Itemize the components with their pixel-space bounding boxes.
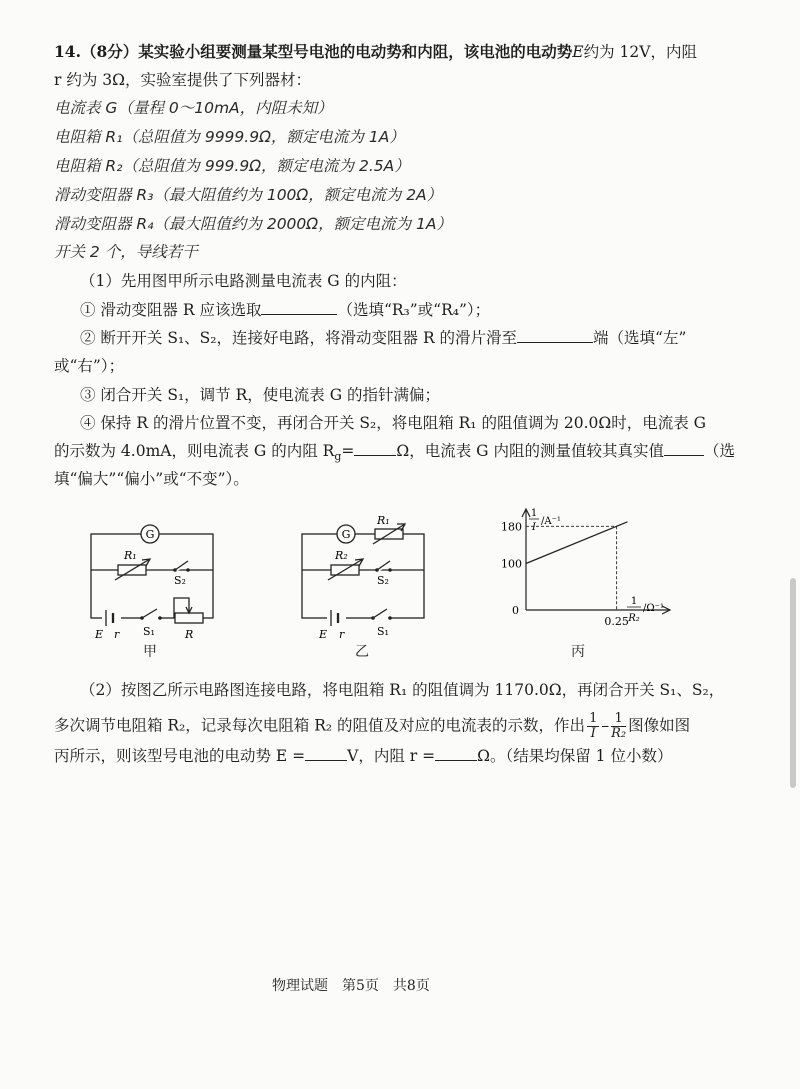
question-line2: r 约为 3Ω，实验室提供了下列器材： xyxy=(54,71,311,89)
page-footer: 物理试题 第5页 共8页 xyxy=(272,978,430,994)
step4-text-2: Ω，电流表 G 内阻的测量值较其真实值 xyxy=(396,442,664,460)
equipment-item-4: 滑动变阻器 R₃（最大阻值约为 100Ω，额定电流为 2A） xyxy=(54,186,443,204)
circuit-yi-frame xyxy=(302,534,424,618)
circuit-yi-r1-label: R₁ xyxy=(377,514,390,527)
equipment-item-6: 开关 2 个，导线若干 xyxy=(54,243,198,261)
y-tick-label: 180 xyxy=(501,520,522,534)
circuit-yi-r-label: r xyxy=(339,628,345,641)
step4: ④ 保持 R 的滑片位置不变，再闭合开关 S₂，将电阻箱 R₁ 的阻值调为 20.0Ω时，电流表 G xyxy=(80,414,707,432)
step4-choice: （选 xyxy=(703,442,735,460)
frac1-den: I xyxy=(590,726,596,741)
answer-blank-1[interactable] xyxy=(261,300,337,315)
question-header-text: 14.（8分）某实验小组要测量某型号电池的电动势和内阻，该电池的电动势 xyxy=(54,42,573,61)
y-tick-label: 100 xyxy=(501,557,522,571)
origin-label: 0 xyxy=(512,604,519,617)
question-header xyxy=(54,42,697,62)
x-label-unit: /Ω⁻¹ xyxy=(643,603,664,614)
step2-text: ② 断开开关 S₁、S₂，连接好电路，将滑动变阻器 R 的滑片滑至 xyxy=(80,329,518,347)
circuit-jia-e-label: E xyxy=(95,628,104,641)
equipment-item-2: 电阻箱 R₁（总阻值为 9999.9Ω，额定电流为 1A） xyxy=(54,128,405,146)
circuit-jia-r-label: r xyxy=(114,628,120,641)
equipment-item-1: 电流表 G（量程 0～10mA，内阻未知） xyxy=(54,99,333,117)
y-label-num: 1 xyxy=(530,508,538,519)
step4-text: 的示数为 4.0mA，则电流表 G 的内阻 R xyxy=(54,442,335,460)
y-label-den: I xyxy=(532,522,536,533)
emf-symbol: E xyxy=(572,43,584,61)
circuit-jia-meter-label: G xyxy=(145,528,155,541)
rheostat-r xyxy=(175,613,203,623)
figure-jia-caption: 甲 xyxy=(143,644,157,660)
circuit-yi-s2-label: S₂ xyxy=(377,574,389,587)
circuit-yi-r2-label: R₂ xyxy=(335,549,348,562)
part2-line3 xyxy=(54,746,672,766)
part2-text-5: Ω。（结果均保留 1 位小数） xyxy=(477,747,673,765)
x-label-num: 1 xyxy=(630,596,638,607)
frac2-num: 1 xyxy=(611,712,626,727)
x-tick-label: 0.25 xyxy=(604,615,629,628)
circuit-jia-s2-label: S₂ xyxy=(174,574,186,587)
circuit-yi-meter-label: G xyxy=(341,528,351,541)
part1-title: （1）先用图甲所示电路测量电流表 G 的内阻： xyxy=(80,272,407,290)
part2-text-4: V，内阻 r = xyxy=(347,747,436,765)
circuit-jia xyxy=(80,512,230,662)
part2-line2 xyxy=(54,712,690,741)
series-line xyxy=(526,522,628,564)
frac2-den: R₂ xyxy=(611,726,627,741)
circuit-jia-r1-label: R₁ xyxy=(124,549,137,562)
figure-bing-caption: 丙 xyxy=(571,644,585,660)
circuit-jia-s1-label: S₁ xyxy=(143,625,155,638)
answer-blank-resistance[interactable] xyxy=(435,746,477,761)
x-label-den: R₂ xyxy=(628,613,640,624)
answer-blank-2[interactable] xyxy=(517,328,593,343)
graph-bing xyxy=(490,500,690,640)
part2-text-3: 丙所示，则该型号电池的电动势 E = xyxy=(54,747,306,765)
answer-blank-4[interactable] xyxy=(664,441,704,456)
circuit-jia-frame xyxy=(91,534,213,618)
equipment-item-3: 电阻箱 R₂（总阻值为 999.9Ω，额定电流为 2.5A） xyxy=(54,157,410,175)
circuit-yi xyxy=(293,512,443,662)
equipment-item-5: 滑动变阻器 R₄（最大阻值约为 2000Ω，额定电流为 1A） xyxy=(54,215,453,233)
part2-text-2: 图像如图 xyxy=(628,716,691,735)
y-label-unit: /A⁻¹ xyxy=(541,516,561,527)
step2 xyxy=(80,328,686,348)
step3: ③ 闭合开关 S₁，调节 R，使电流表 G 的指针满偏； xyxy=(80,386,441,404)
fraction-1-over-i xyxy=(587,712,599,741)
step4-equals: = xyxy=(341,442,355,460)
answer-blank-emf[interactable] xyxy=(305,746,347,761)
question-header-tail: 约为 12V，内阻 xyxy=(583,43,697,61)
fraction-1-over-r2 xyxy=(611,712,626,741)
step4-cont xyxy=(54,441,735,467)
step4-choice-cont: 填“偏大”“偏小”或“不变”）。 xyxy=(54,470,249,488)
figure-yi-caption: 乙 xyxy=(355,644,369,660)
rg-subscript: g xyxy=(334,450,342,464)
circuit-yi-s1-label: S₁ xyxy=(377,625,389,638)
step1 xyxy=(80,300,490,320)
part2-text: 多次调节电阻箱 R₂，记录每次电阻箱 R₂ 的阻值及对应的电流表的示数，作出 xyxy=(54,716,586,735)
circuit-yi-e-label: E xyxy=(319,628,328,641)
answer-blank-3[interactable] xyxy=(354,441,396,456)
part2-dash: – xyxy=(601,716,610,735)
frac1-num: 1 xyxy=(589,711,598,726)
step2-choice: 端（选填“左” xyxy=(593,329,687,347)
scrollbar[interactable] xyxy=(790,578,796,788)
step1-text: ① 滑动变阻器 R 应该选取 xyxy=(80,301,262,319)
circuit-jia-rheostat-label: R xyxy=(185,628,194,641)
step1-choice: （选填“R₃”或“R₄”）； xyxy=(337,301,491,319)
part2-line1: （2）按图乙所示电路图连接电路，将电阻箱 R₁ 的阻值调为 1170.0Ω，再闭合开关 S₁、S₂， xyxy=(80,681,725,699)
step2-cont: 或“右”）； xyxy=(54,357,125,375)
